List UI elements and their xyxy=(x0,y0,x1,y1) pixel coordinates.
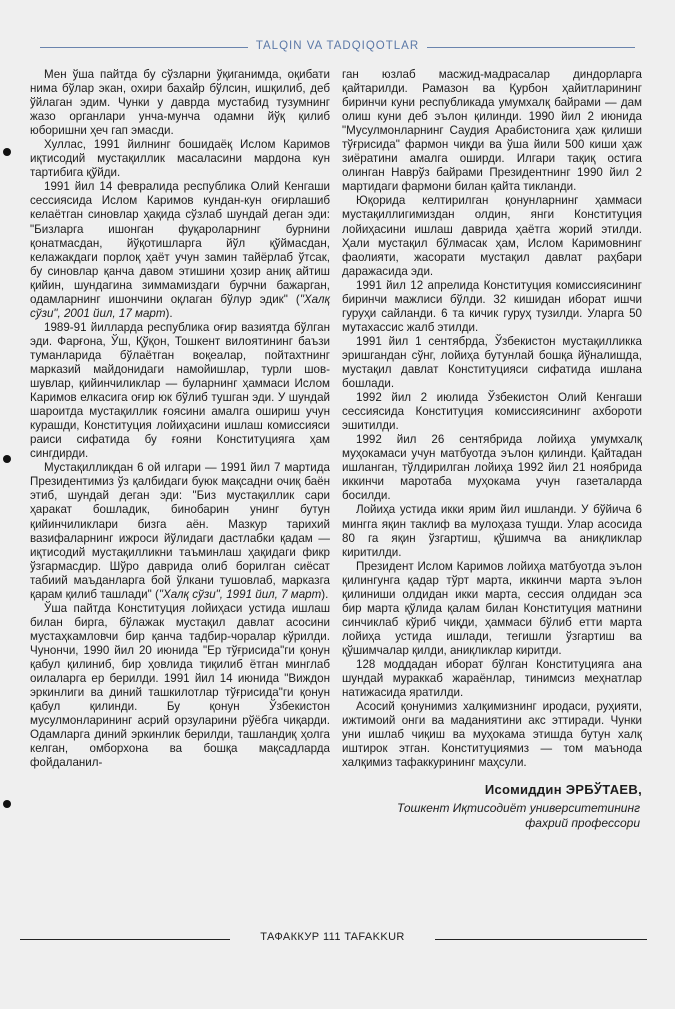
author-signature xyxy=(342,782,642,831)
paragraph: 1992 йил 2 июлида Ўзбекистон Олий Кенгаши сессиясида Конституция комиссиясининг ахбороти эшитилди. xyxy=(342,391,642,433)
page-footer: ТАФАККУР 111 TAFAKKUR xyxy=(260,931,405,943)
paragraph: Президент Ислом Каримов лойиҳа матбуотда эълон қилингунга қадар тўрт марта, иккинчи марта эълон қилиниши олдидан икки марта, сессия олдидан эса бир марта қўлида қалам билан Конституция матнини синчиклаб кўриб чиқди, ҳаммаси бўлиб етти марта лойиҳа устида ишлади, тегишли ўзгартиш ва қўшимчалар қилди, аниқликлар киритди. xyxy=(342,559,642,657)
citation: "Халқ сўзи", 2001 йил, 17 март xyxy=(30,292,330,320)
paragraph xyxy=(30,461,330,601)
left-column xyxy=(30,68,330,928)
right-column xyxy=(342,68,642,928)
citation-close: ). xyxy=(321,587,329,601)
paragraph-text: Мустақилликдан 6 ой илгари — 1991 йил 7 мартида Президентимиз ўз қалбидаги буюк мақсадни очиқ баён этиб, шундай деган эди: "Биз мустақиллик сари ҳаракат бошладик, бинобарин унинг бутун қийинчиликлари бизга аён. Мазкур тарихий вазифаларнинг ижроси йўлидаги дастлабки қадам — иқтисодий мустақилликни таъминлаш ҳақидаги фикр ўзгармасдир. Шўро даврида олиб борилган сиёсат табиий маъданларга бой ўлкани тушовлаб, марказга қарам қилиб ташлади" ( xyxy=(30,461,330,601)
paragraph: Асосий қонунимиз халқимизнинг иродаси, руҳияти, ижтимоий онги ва маданиятини акс эттиради. Чунки уни ишлаб чиқиш ва муҳокама этишда бутун халқ иштирок этган. Конституциямиз — том маънода халқимиз тафаккурининг маҳсули. xyxy=(342,700,642,770)
paragraph: Хуллас, 1991 йилнинг бошидаёқ Ислом Каримов иқтисодий мустақиллик масаласини мардона кун тартибига қўйди. xyxy=(30,138,330,180)
paragraph: 1991 йил 12 апрелида Конституция комиссиясининг биринчи мажлиси бўлди. 32 кишидан иборат ишчи гуруҳи сайланди. 6 та кичик гуруҳ тузилди. Уларга 50 мутахассис жалб этилди. xyxy=(342,278,642,334)
binding-hole xyxy=(3,148,11,156)
article-body xyxy=(30,68,642,928)
footer-rule-right xyxy=(435,939,647,940)
citation: "Халқ сўзи", 1991 йил, 7 март xyxy=(158,587,322,601)
affiliation-line: фахрий профессори xyxy=(525,816,640,831)
paragraph: 1989-91 йилларда республика оғир вазиятда бўлган эди. Фарғона, Ўш, Қўқон, Тошкент вилоятининг баъзи туманларида бўлаётган воқеалар, пойтахтнинг марказий майдонидаги намойишлар, турли шов-шувлар, қийинчиликлар — буларнинг ҳаммаси Ислом Каримов елкасига оғир юк бўлиб тушган эди. У шундай шароитда мустақиллик ғоясини амалга ошириш учун курашди, Конституция лойиҳасини ишлаш комиссияси раиси сифатида бу ғояни Конституцияга ҳам сингдирди. xyxy=(30,320,330,461)
citation-close: ). xyxy=(165,306,173,320)
paragraph xyxy=(30,180,330,320)
paragraph: Юқорида келтирилган қонунларнинг ҳаммаси мустақиллигимиздан олдин, янги Конституция лойиҳасини ишлаш даврида ҳаётга жорий этилди. Ҳали мустақил бўлмасак ҳам, Ислом Каримовнинг фаолияти, жасорати мустақил давлат раҳбари даражасида эди. xyxy=(342,194,642,278)
paragraph: 128 моддадан иборат бўлган Конституцияга ана шундай мураккаб жараёнлар, тинимсиз меҳнатлар натижасида яратилди. xyxy=(342,657,642,700)
section-title: TALQIN VA TADQIQOTLAR xyxy=(248,40,427,52)
author-name: Исомиддин ЭРБЎТАЕВ, xyxy=(484,782,642,798)
paragraph-text: 1991 йил 14 февралида республика Олий Кенгаши сессиясида Ислом Каримов кундан-кун оғирлашиб келаётган синовлар ҳақида сўзлаб шундай деган эди: "Бизларга ишонган фуқароларнинг бурнини қонатмасдан, йўқотишларга йўл қўймасдан, келажакдаги порлоқ ҳаёт учун замин тайёрлаб ўтсак, бу синовлар қанча давом этишини ҳозир аниқ айтиш қийин, шундагина зиммамиздаги бурчни бажарган, одамларнинг ишончини оқлаган бўлур эдик" ( xyxy=(30,180,330,306)
paragraph: 1991 йил 1 сентябрда, Ўзбекистон мустақилликка эришгандан сўнг, лойиҳа бутунлай бошқа йўналишда, мустақил давлат Конституцияси сифатида ишлана бошлади. xyxy=(342,334,642,391)
paragraph: ган юзлаб масжид-мадрасалар диндорларга қайтарилди. Рамазон ва Қурбон ҳайитларининг биринчи куни республикада умумхалқ байрами — дам олиш куни деб эълон қилинди. 1990 йил 2 июнида "Мусулмонларнинг Саудия Арабистонига ҳаж қилиши тўғрисида" фармон чиқди ва ўша йили 500 киши ҳаж зиёратини амалга оширди. Илгари тақиқ остига олинган Наврўз байрами Президентнинг 1990 йил 2 мартидаги фармони билан қайта тикланди. xyxy=(342,68,642,194)
binding-hole xyxy=(3,800,11,808)
author-affiliation xyxy=(342,801,642,831)
section-header xyxy=(0,36,675,54)
footer-rule-left xyxy=(20,939,230,940)
affiliation-line: Тошкент Иқтисодиёт университетининг xyxy=(396,801,640,816)
paragraph: Лойиҳа устида икки ярим йил ишланди. У бўйича 6 мингга яқин таклиф ва мулоҳаза тушди. Улар асосида 80 га яқин ўзгартиш, қўшимча ва аниқликлар киритилди. xyxy=(342,503,642,559)
paragraph: 1992 йил 26 сентябрида лойиҳа умумхалқ муҳокамаси учун матбуотда эълон қилинди. Қайтадан ишланган, тўлдирилган лойиҳа 1992 йил 21 ноябрида иккинчи маротаба муҳокама учун газеталарда босилди. xyxy=(342,433,642,503)
paragraph: Мен ўша пайтда бу сўзларни ўқиганимда, оқибати нима бўлар экан, охири бахайр бўлсин, ишқилиб, деб ўйлаган эдим. Чунки у даврда мустабид тузумнинг жазо органлари унча-мунча одамни йўқ қилиб юборишни ҳеч гап эмасди. xyxy=(30,68,330,138)
binding-hole xyxy=(3,455,11,463)
paragraph: Ўша пайтда Конституция лойиҳаси устида ишлаш билан бирга, бўлажак мустақил давлат асосини мустаҳкамловчи бир қанча тадбир-чоралар кўрилди. Чунончи, 1990 йил 20 июнида "Ер тўғрисида"ги қонун қабул қилиниб, бир ҳовлида тиқилиб ётган минглаб оилаларга ер берилди. 1991 йил 14 июнида "Виждон эркинлиги ва диний ташкилотлар тўғрисида"ги қонун қабул қилинди. Бу қонун Ўзбекистон мусулмонларининг асрий орзуларини рўёбга чиқарди. Одамларга диний эркинлик берилди, ташландиқ ҳолга келган, омборхона ва бошқа мақсадларда фойдаланил- xyxy=(30,601,330,770)
